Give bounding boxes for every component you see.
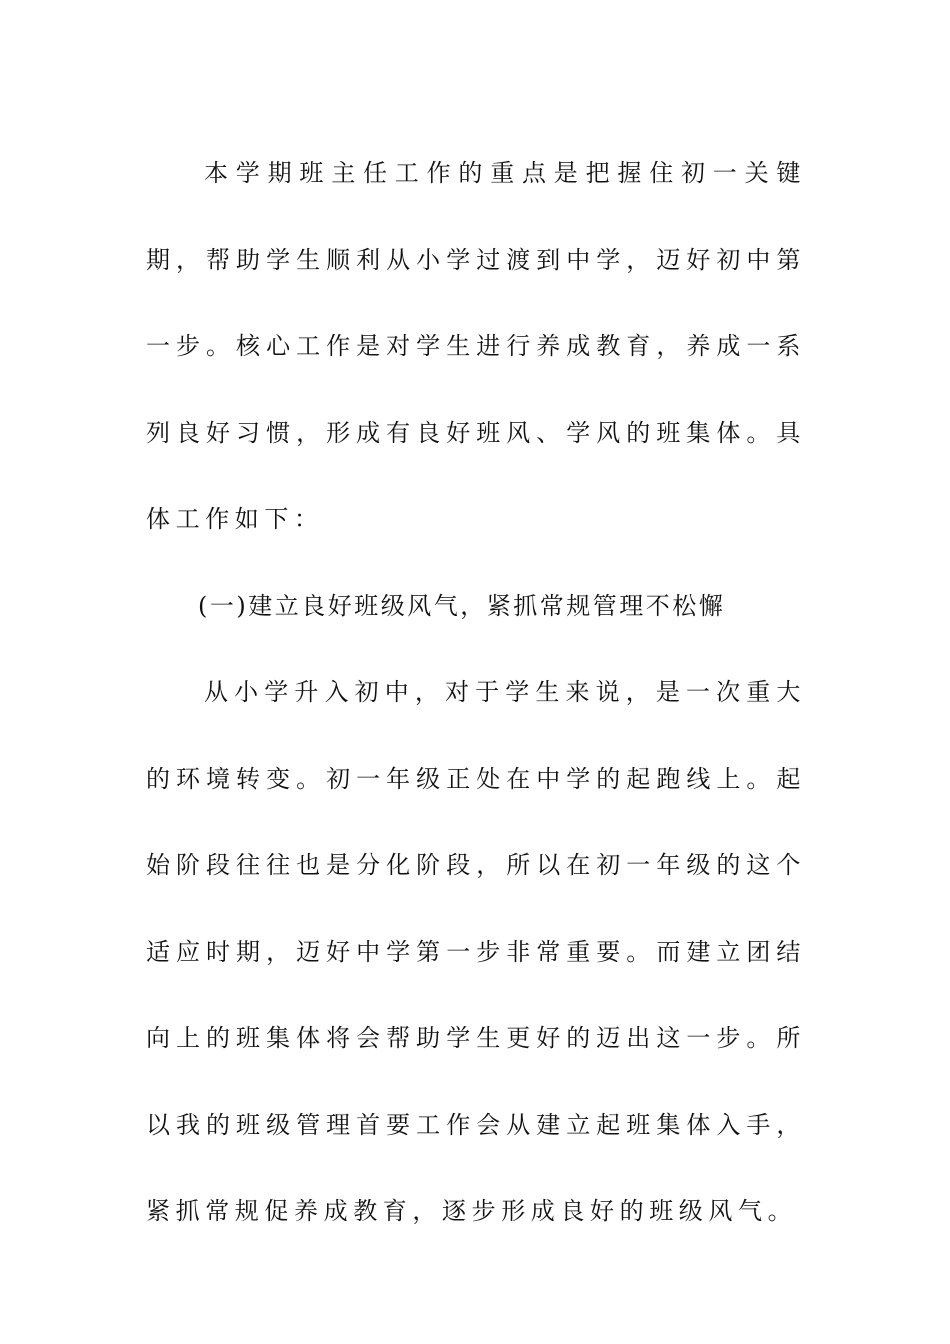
section-paragraph: 从小学升入初中，对于学生来说，是一次重大的环境转变。初一年级正处在中学的起跑线上。起始阶段往往也是分化阶段，所以在初一年级的这个适应时期，迈好中学第一步非常重要。而建立团结向上的班集体将会帮助学生更好的迈出这一步。所以我的班级管理首要工作会从建立起班集体入手，紧抓常规促养成教育，逐步形成良好的班级风气。	[146, 678, 806, 1225]
intro-paragraph: 本学期班主任工作的重点是把握住初一关键期，帮助学生顺利从小学过渡到中学，迈好初中第一步。核心工作是对学生进行养成教育，养成一系列良好习惯，形成有良好班风、学风的班集体。具体工作如下：	[146, 159, 806, 533]
document-body	[146, 130, 806, 1255]
section-heading: (一)建立良好班级风气，紧抓常规管理不松懈	[198, 591, 726, 620]
